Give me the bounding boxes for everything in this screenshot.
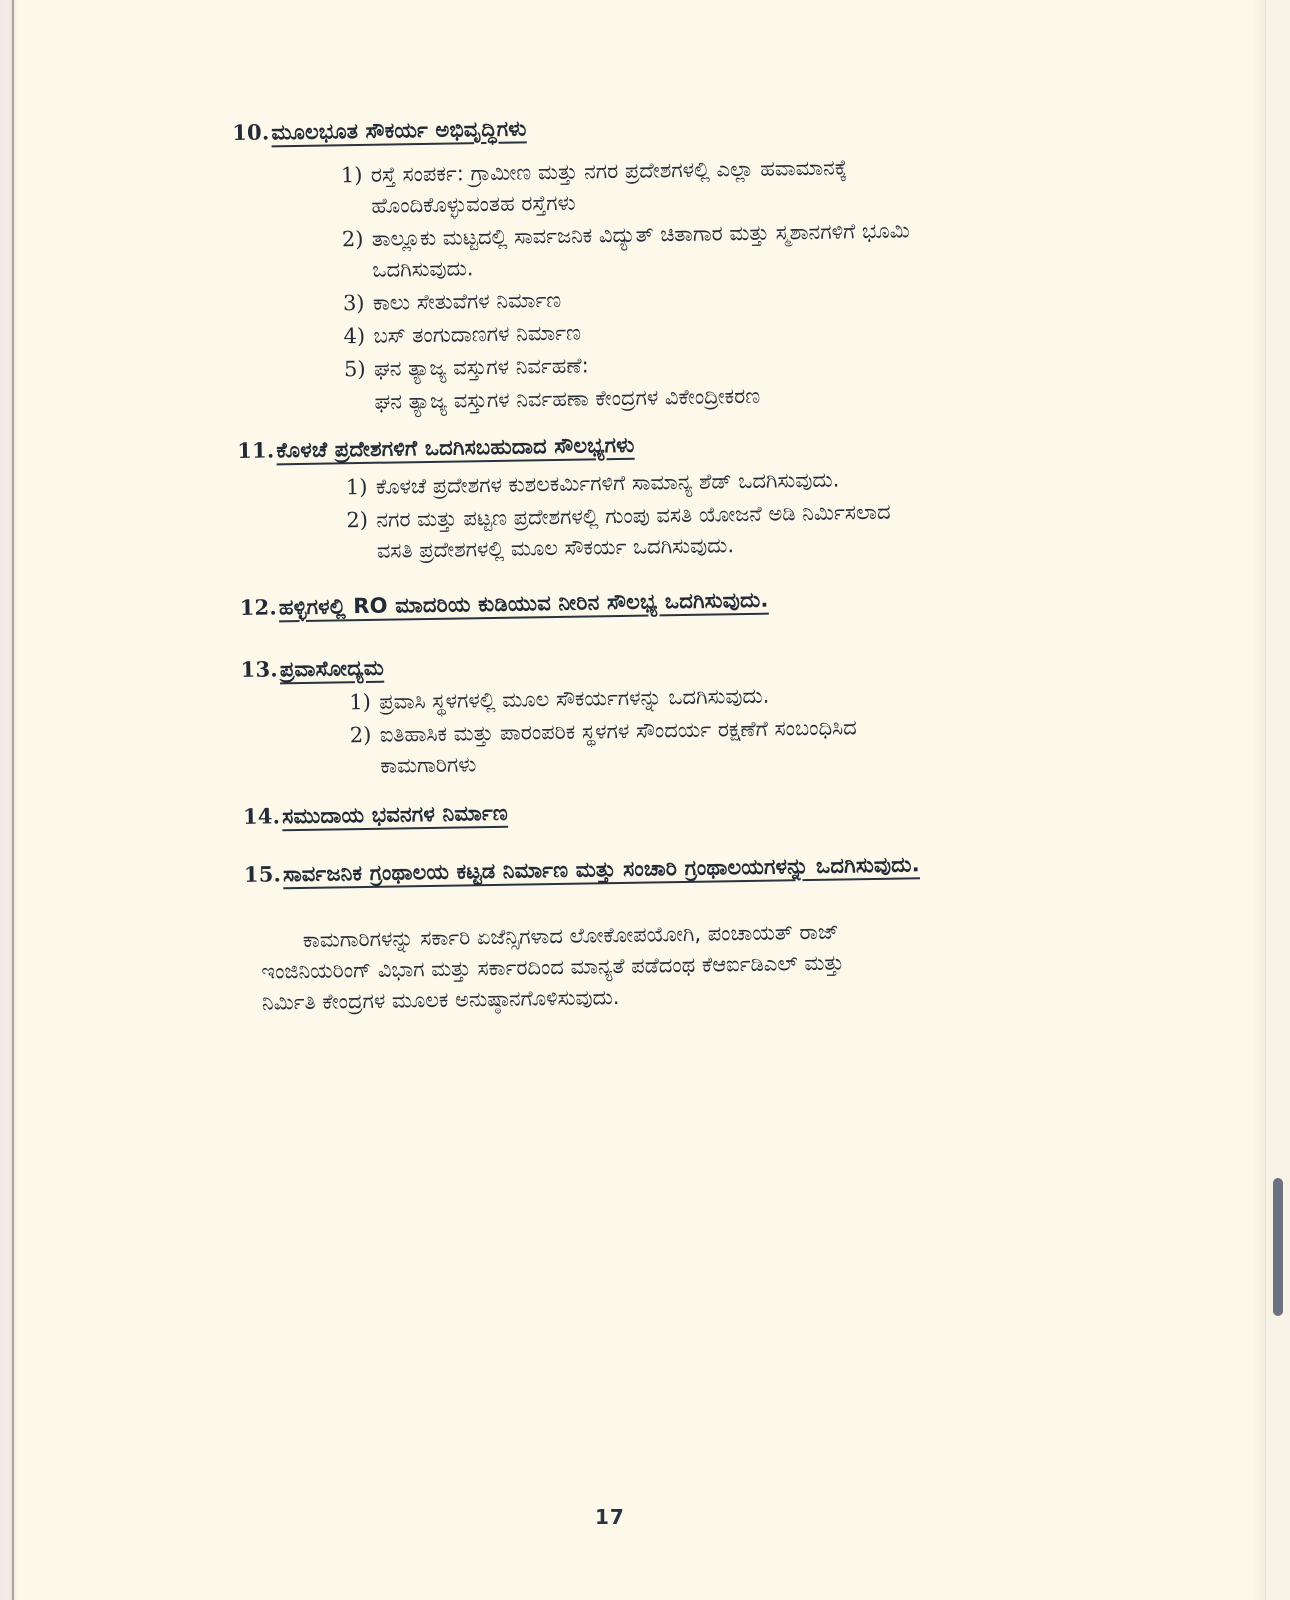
list-item-text: ಬಸ್ ತಂಗುದಾಣಗಳ ನಿರ್ಮಾಣ [373,320,582,348]
section-heading: ಹಳ್ಳಿಗಳಲ್ಲಿ RO ಮಾದರಿಯ ಕುಡಿಯುವ ನೀರಿನ ಸೌಲಭ್ಯ ಒದಗಿಸುವುದು. [278,587,769,620]
section-heading-row [237,421,1037,468]
list-marker: 2) [346,507,369,533]
page-content [232,103,1046,1018]
page-right-edge-shadow [1252,0,1266,1600]
section-items [341,149,1037,418]
section-heading-row [243,787,1043,834]
list-marker: 2) [341,226,364,252]
scrollbar-thumb[interactable] [1273,1178,1283,1316]
section-number: 15. [243,861,282,887]
list-item-text: ನಗರ ಮತ್ತು ಪಟ್ಟಣ ಪ್ರದೇಶಗಳಲ್ಲಿ ಗುಂಪು ವಸತಿ ಯೋಜನೆ ಅಡಿ ನಿರ್ಮಿಸಲಾದ ವಸತಿ ಪ್ರದೇಶಗಳಲ್ಲಿ ಮೂಲ ಸೌಕರ್ಯ ಒದಗಿಸುವುದು. [376,499,891,563]
list-item-text: ಪ್ರವಾಸಿ ಸ್ಥಳಗಳಲ್ಲಿ ಮೂಲ ಸೌಕರ್ಯಗಳನ್ನು ಒದಗಿಸುವುದು. [379,683,770,714]
section-heading: ಮೂಲಭೂತ ಸೌಕರ್ಯ ಅಭಿವೃದ್ಧಿಗಳು [271,116,527,145]
list-item-text: ಘನ ತ್ಯಾಜ್ಯ ವಸ್ತುಗಳ ನಿರ್ವಹಣಾ ಕೇಂದ್ರಗಳ ವಿಕೇಂದ್ರೀಕರಣ [374,383,761,414]
list-marker: 3) [342,290,365,316]
list-marker: 5) [343,356,366,382]
section-14 [243,787,1043,834]
section-heading-row [239,578,1039,625]
list-marker: 1) [345,474,368,500]
section-12 [239,578,1039,625]
section-heading: ಸಾರ್ವಜನಿಕ ಗ್ರಂಥಾಲಯ ಕಟ್ಟಡ ನಿರ್ಮಾಣ ಮತ್ತು ಸಂಚಾರಿ ಗ್ರಂಥಾಲಯಗಳನ್ನು ಒದಗಿಸುವುದು. [282,852,920,887]
list-item-text: ಘನ ತ್ಯಾಜ್ಯ ವಸ್ತುಗಳ ನಿರ್ವಹಣೆ: [373,353,589,381]
section-heading: ಪ್ರವಾಸೋದ್ಯಮ [279,655,385,682]
section-10 [232,103,1037,420]
list-marker: 4) [343,323,366,349]
section-15 [244,845,1044,892]
section-heading-row [244,845,1044,892]
section-number: 10. [232,119,270,145]
list-item-text: ಐತಿಹಾಸಿಕ ಮತ್ತು ಪಾರಂಪರಿಕ ಸ್ಥಳಗಳ ಸೌಂದರ್ಯ ರಕ್ಷಣೆಗೆ ಸಂಬಂಧಿಸಿದ ಕಾಮಗಾರಿಗಳು [379,715,857,778]
list-marker: 1) [340,162,363,188]
list-item [342,213,1035,286]
list-marker: 2) [349,722,372,748]
list-item-text: ಕಾಲು ಸೇತುವೆಗಳ ನಿರ್ಮಾಣ [372,287,562,315]
section-number: 13. [240,656,279,682]
document-page [17,0,1266,1600]
section-heading: ಸಮುದಾಯ ಭವನಗಳ ನಿರ್ಮಾಣ [281,800,509,829]
list-item-text: ಕೊಳಚೆ ಪ್ರದೇಶಗಳ ಕುಶಲಕರ್ಮಿಗಳಿಗೆ ಸಾಮಾನ್ಯ ಶೆಡ್ ಒದಗಿಸುವುದು. [375,467,840,499]
list-item [346,494,1039,567]
section-number: 11. [237,437,275,463]
page-left-edge [0,0,14,1600]
list-marker [344,387,374,418]
section-heading-row [232,103,1032,150]
list-marker: 1) [349,689,371,715]
closing-paragraph: ಕಾಮಗಾರಿಗಳನ್ನು ಸರ್ಕಾರಿ ಏಜೆನ್ಸಿಗಳಾದ ಲೋಕೋಪಯೋಗಿ, ಪಂಚಾಯತ್ ರಾಜ್ ಇಂಜಿನಿಯರಿಂಗ್ ವಿಭಾಗ ಮತ್ತು ಸರ್ಕಾರದಿಂದ ಮಾನ್ಯತೆ ಪಡೆದಂಥ ಕೆಆರ್ಐಡಿಎಲ್ ಮತ್ತು ನಿರ್ಮಿತಿ ಕೇಂದ್ರಗಳ ಮೂಲಕ ಅನುಷ್ಠಾನಗೊಳಿಸುವುದು. [261,919,845,1015]
section-heading: ಕೊಳಚೆ ಪ್ರದೇಶಗಳಿಗೆ ಒದಗಿಸಬಹುದಾದ ಸೌಲಭ್ಯಗಳು [276,432,635,463]
scrollbar-track[interactable] [1265,0,1290,1600]
list-item [350,709,1043,782]
section-13 [240,640,1042,784]
list-item [341,149,1034,222]
section-items [349,676,1042,782]
list-item-text: ರಸ್ತೆ ಸಂಪರ್ಕ: ಗ್ರಾಮೀಣ ಮತ್ತು ನಗರ ಪ್ರದೇಶಗಳಲ್ಲಿ ಎಲ್ಲಾ ಹವಾಮಾನಕ್ಕೆ ಹೊಂದಿಕೊಳ್ಳುವಂತಹ ರಸ್ತೆಗಳು [370,155,848,218]
section-number: 14. [242,803,281,829]
section-number: 12. [239,594,278,620]
list-item-text: ತಾಲ್ಲೂಕು ಮಟ್ಟದಲ್ಲಿ ಸಾರ್ವಜನಿಕ ವಿದ್ಯುತ್ ಚಿತಾಗಾರ ಮತ್ತು ಸ್ಮಶಾನಗಳಿಗೆ ಭೂಮಿ ಒದಗಿಸುವುದು. [371,218,910,282]
section-11 [237,421,1039,569]
page-number: 17 [595,1505,625,1529]
section-items [346,461,1039,567]
